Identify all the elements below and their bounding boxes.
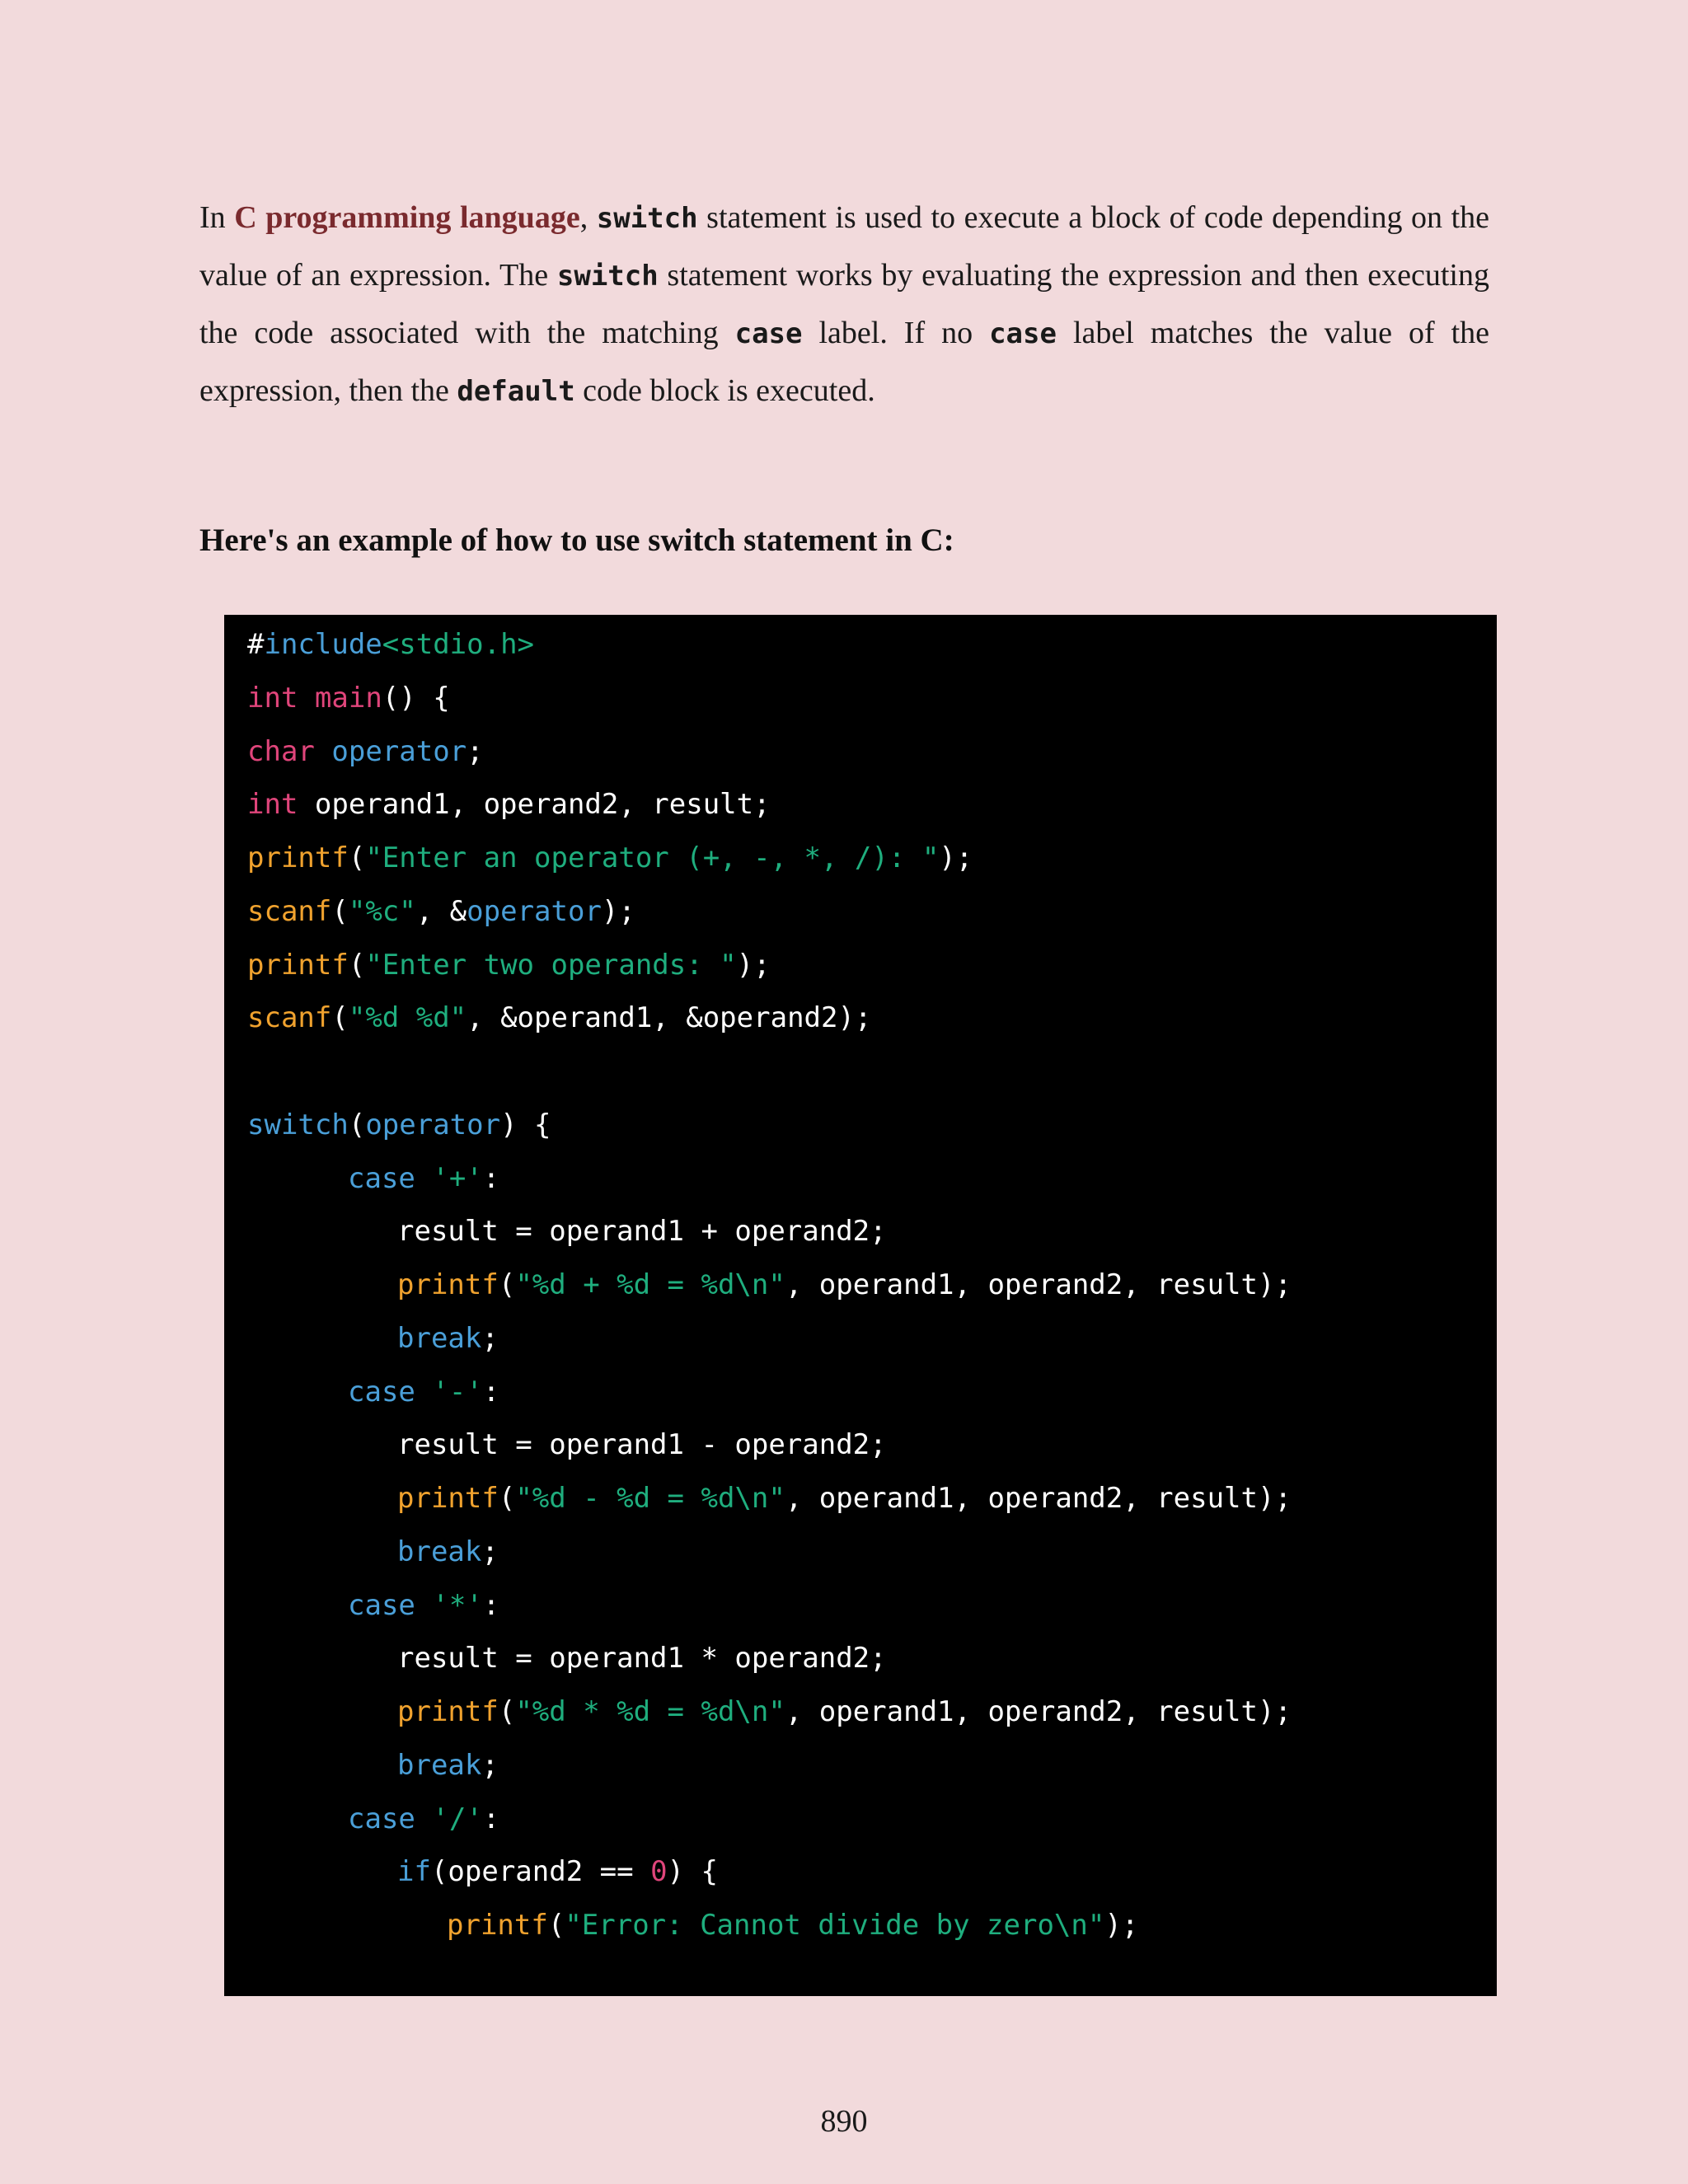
code-token: printf [447, 1909, 548, 1942]
code-token: operator [331, 734, 467, 768]
code-line [247, 725, 484, 778]
code-token: : [482, 1802, 500, 1835]
code-token: ; [481, 1535, 499, 1568]
code-token: break [397, 1748, 482, 1782]
code-line [397, 1205, 887, 1258]
code-token: printf [397, 1482, 499, 1515]
code-line [247, 1099, 551, 1151]
code-block [224, 615, 1497, 1996]
code-token: "%d + %d = %d\n" [515, 1268, 785, 1301]
code-token: ( [547, 1909, 565, 1942]
code-token: break [397, 1535, 482, 1568]
code-line [397, 1845, 718, 1898]
code-line [247, 672, 450, 724]
intro-text: In [199, 200, 235, 235]
code-line [397, 1632, 887, 1685]
inline-code-switch: switch [596, 202, 698, 235]
code-token: '-' [432, 1375, 483, 1408]
code-token: printf [397, 1268, 499, 1301]
code-token: ); [939, 841, 973, 874]
code-line [247, 939, 771, 991]
code-token: scanf [247, 1001, 332, 1035]
code-token: '*' [432, 1588, 483, 1622]
code-token: if [397, 1855, 431, 1889]
inline-code-case: case [989, 317, 1057, 350]
code-token: case [348, 1802, 415, 1835]
code-token: ( [498, 1695, 516, 1728]
c-language-highlight: C programming language [234, 200, 580, 235]
code-token: , operand1, operand2, result); [785, 1695, 1292, 1728]
intro-text: statement is used to execute a block of code depending on the value of an expression. The [199, 200, 1490, 293]
code-token: "%c" [348, 894, 416, 928]
code-line [348, 1366, 499, 1418]
code-token: "%d * %d = %d\n" [515, 1695, 785, 1728]
code-token: case [348, 1375, 415, 1408]
code-token: <stdio.h> [382, 628, 535, 661]
inline-code-switch: switch [556, 260, 659, 293]
code-token: include [264, 628, 382, 661]
code-token: ; [481, 1321, 499, 1355]
code-token: result = operand1 - operand2; [397, 1428, 887, 1462]
code-token: "%d %d" [348, 1001, 467, 1035]
code-token: main [314, 681, 382, 715]
code-line [247, 991, 871, 1044]
code-token: break [397, 1321, 482, 1355]
code-line [397, 1258, 1292, 1311]
code-token: : [482, 1375, 500, 1408]
code-token: ) { [667, 1855, 718, 1889]
intro-text: label. If no [802, 316, 990, 350]
intro-paragraph [199, 190, 1489, 420]
code-token: ( [331, 894, 349, 928]
code-token [415, 1376, 432, 1408]
code-line [247, 832, 973, 884]
code-token: operator [365, 1108, 501, 1141]
code-token [315, 735, 331, 768]
code-token: printf [397, 1695, 499, 1728]
page-number: 890 [820, 2104, 868, 2139]
code-token: ); [736, 948, 771, 982]
code-line [247, 618, 534, 671]
code-token: ; [481, 1748, 499, 1782]
code-token: char [247, 734, 315, 768]
inline-code-default: default [457, 375, 575, 408]
code-token: case [348, 1161, 415, 1195]
code-token: ); [1104, 1909, 1139, 1942]
code-token: int [247, 681, 298, 715]
code-token: ( [348, 948, 366, 982]
code-token: printf [247, 948, 349, 982]
code-token: ( [331, 1001, 349, 1035]
code-line [348, 1152, 499, 1205]
code-token: , &operand1, &operand2); [467, 1001, 872, 1035]
code-token: '/' [432, 1802, 483, 1835]
code-token: operand1, operand2, result; [298, 788, 771, 822]
code-token: result = operand1 * operand2; [397, 1642, 887, 1675]
code-token: printf [247, 841, 349, 874]
code-token: () { [382, 681, 450, 715]
code-line [397, 1472, 1292, 1525]
code-token: ; [467, 734, 484, 768]
code-line [397, 1685, 1292, 1738]
code-token: : [482, 1161, 500, 1195]
code-token: switch [247, 1108, 349, 1141]
code-token [415, 1162, 432, 1195]
example-heading: Here's an example of how to use switch statement in C: [199, 523, 954, 558]
code-token: , operand1, operand2, result); [785, 1268, 1292, 1301]
code-token: , & [415, 894, 467, 928]
code-token: : [482, 1588, 500, 1622]
code-token: "Enter two operands: " [365, 948, 737, 982]
code-token: int [247, 788, 298, 822]
code-token: result = operand1 + operand2; [397, 1215, 887, 1249]
code-line [447, 1899, 1138, 1952]
code-token: ( [498, 1482, 516, 1515]
code-line [348, 1793, 499, 1845]
code-token: ( [348, 841, 366, 874]
code-token: ) { [500, 1108, 551, 1141]
intro-text: code block is executed. [574, 373, 875, 408]
code-token: scanf [247, 894, 332, 928]
code-line [397, 1418, 887, 1471]
code-line [247, 885, 635, 938]
code-token: # [247, 628, 265, 661]
code-token: ( [498, 1268, 516, 1301]
code-token: , operand1, operand2, result); [785, 1482, 1292, 1515]
code-token: (operand2 == [430, 1855, 651, 1889]
code-token: "Error: Cannot divide by zero\n" [565, 1909, 1105, 1942]
inline-code-case: case [734, 317, 803, 350]
code-token [415, 1802, 432, 1835]
intro-text: statement works by evaluating the expression and then executing the code associated with the matching [199, 258, 1489, 350]
intro-text: , [579, 200, 597, 235]
code-token [298, 682, 314, 715]
code-line [397, 1739, 499, 1792]
code-token: ( [348, 1108, 366, 1141]
code-token [415, 1589, 432, 1622]
code-line [397, 1526, 499, 1578]
code-line [247, 778, 771, 831]
intro-text: label matches the value of the expression, then the [199, 316, 1489, 408]
code-token: '+' [432, 1161, 483, 1195]
code-token: "Enter an operator (+, -, *, /): " [365, 841, 940, 874]
code-token: 0 [650, 1855, 668, 1889]
code-token: "%d - %d = %d\n" [515, 1482, 785, 1515]
code-token: ); [601, 894, 635, 928]
code-line [348, 1579, 499, 1632]
code-line [397, 1312, 499, 1365]
code-token: operator [467, 894, 602, 928]
code-token: case [348, 1588, 415, 1622]
